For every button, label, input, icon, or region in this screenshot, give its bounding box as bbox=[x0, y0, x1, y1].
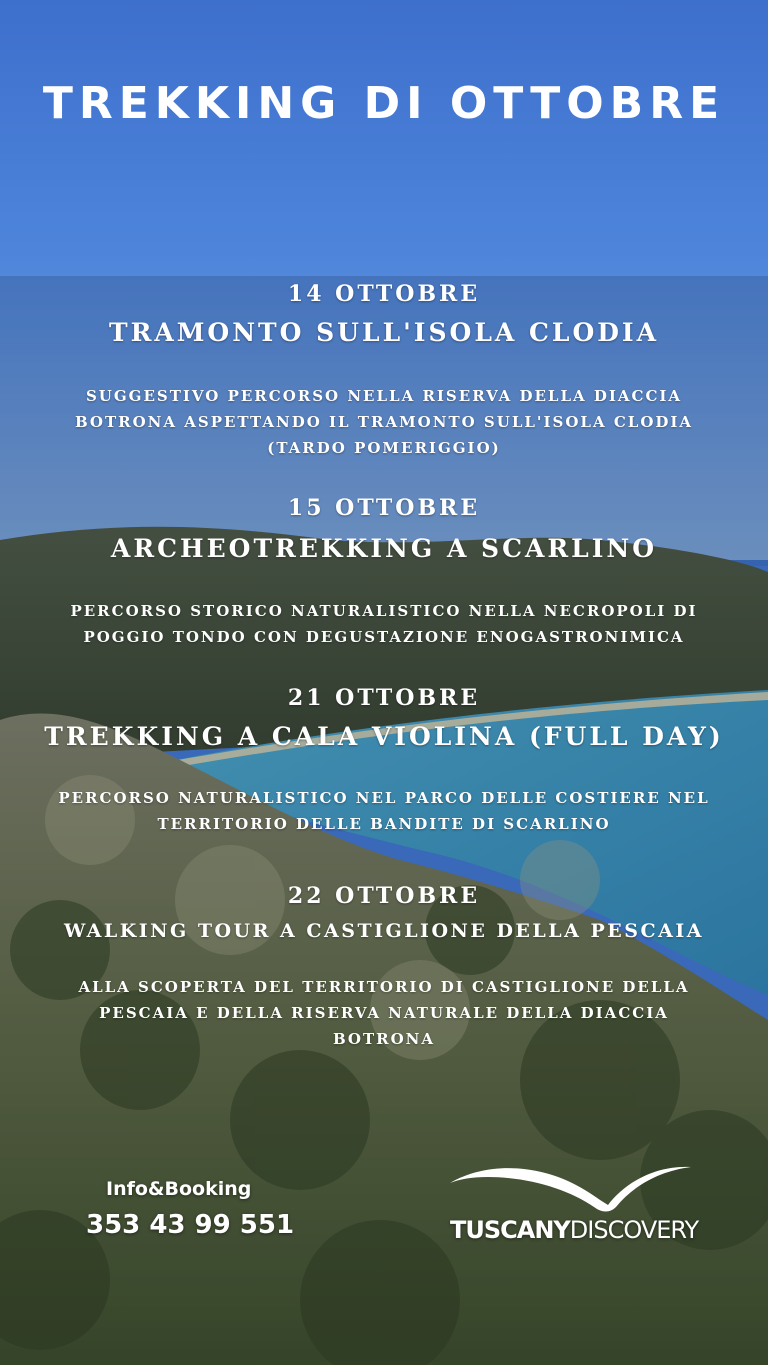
event-1-date: 14 OTTOBRE bbox=[287, 281, 481, 307]
event-4-description-line: BOTRONA bbox=[332, 1030, 436, 1048]
event-1-description bbox=[0, 383, 768, 461]
event-3-description-line: PERCORSO NATURALISTICO NEL PARCO DELLE COSTIERE NEL bbox=[58, 789, 710, 807]
event-2-name: ARCHEOTREKKING A SCARLINO bbox=[110, 534, 658, 563]
event-3-name: TREKKING A CALA VIOLINA (FULL DAY) bbox=[44, 722, 724, 751]
event-4-description-line: PESCAIA E DELLA RISERVA NATURALE DELLA DIACCIA bbox=[99, 1004, 669, 1022]
event-1-description-line: (TARDO POMERIGGIO) bbox=[267, 439, 501, 457]
event-2-description-line: POGGIO TONDO CON DEGUSTAZIONE ENOGASTRONIMICA bbox=[83, 628, 685, 646]
event-1-description-line: SUGGESTIVO PERCORSO NELLA RISERVA DELLA DIACCIA bbox=[85, 387, 683, 405]
event-3-date: 21 OTTOBRE bbox=[287, 685, 481, 711]
info-booking-label: Info&Booking bbox=[106, 1178, 252, 1200]
event-4-description bbox=[0, 974, 768, 1052]
event-3-description-line: TERRITORIO DELLE BANDITE DI SCARLINO bbox=[157, 815, 611, 833]
event-2-description bbox=[0, 598, 768, 650]
event-2-description-line: PERCORSO STORICO NATURALISTICO NELLA NECROPOLI DI bbox=[70, 602, 698, 620]
event-3-description bbox=[0, 785, 768, 837]
event-4-date: 22 OTTOBRE bbox=[287, 883, 481, 909]
logo-text-light: DISCOVERY bbox=[569, 1216, 699, 1244]
tuscany-discovery-logo bbox=[450, 1216, 698, 1244]
event-4-description-line: ALLA SCOPERTA DEL TERRITORIO DI CASTIGLIONE DELLA bbox=[78, 978, 690, 996]
event-1-name: TRAMONTO SULL'ISOLA CLODIA bbox=[108, 318, 660, 347]
event-4-name: WALKING TOUR A CASTIGLIONE DELLA PESCAIA bbox=[64, 920, 704, 942]
phone-number[interactable]: 353 43 99 551 bbox=[86, 1210, 295, 1240]
event-2-date: 15 OTTOBRE bbox=[287, 495, 481, 521]
event-1-description-line: BOTRONA ASPETTANDO IL TRAMONTO SULL'ISOLA CLODIA bbox=[74, 413, 694, 431]
page-title: TREKKING DI OTTOBRE bbox=[42, 78, 726, 129]
logo-text-bold: TUSCANY bbox=[450, 1216, 570, 1244]
seagull-logo-icon bbox=[448, 1155, 693, 1217]
